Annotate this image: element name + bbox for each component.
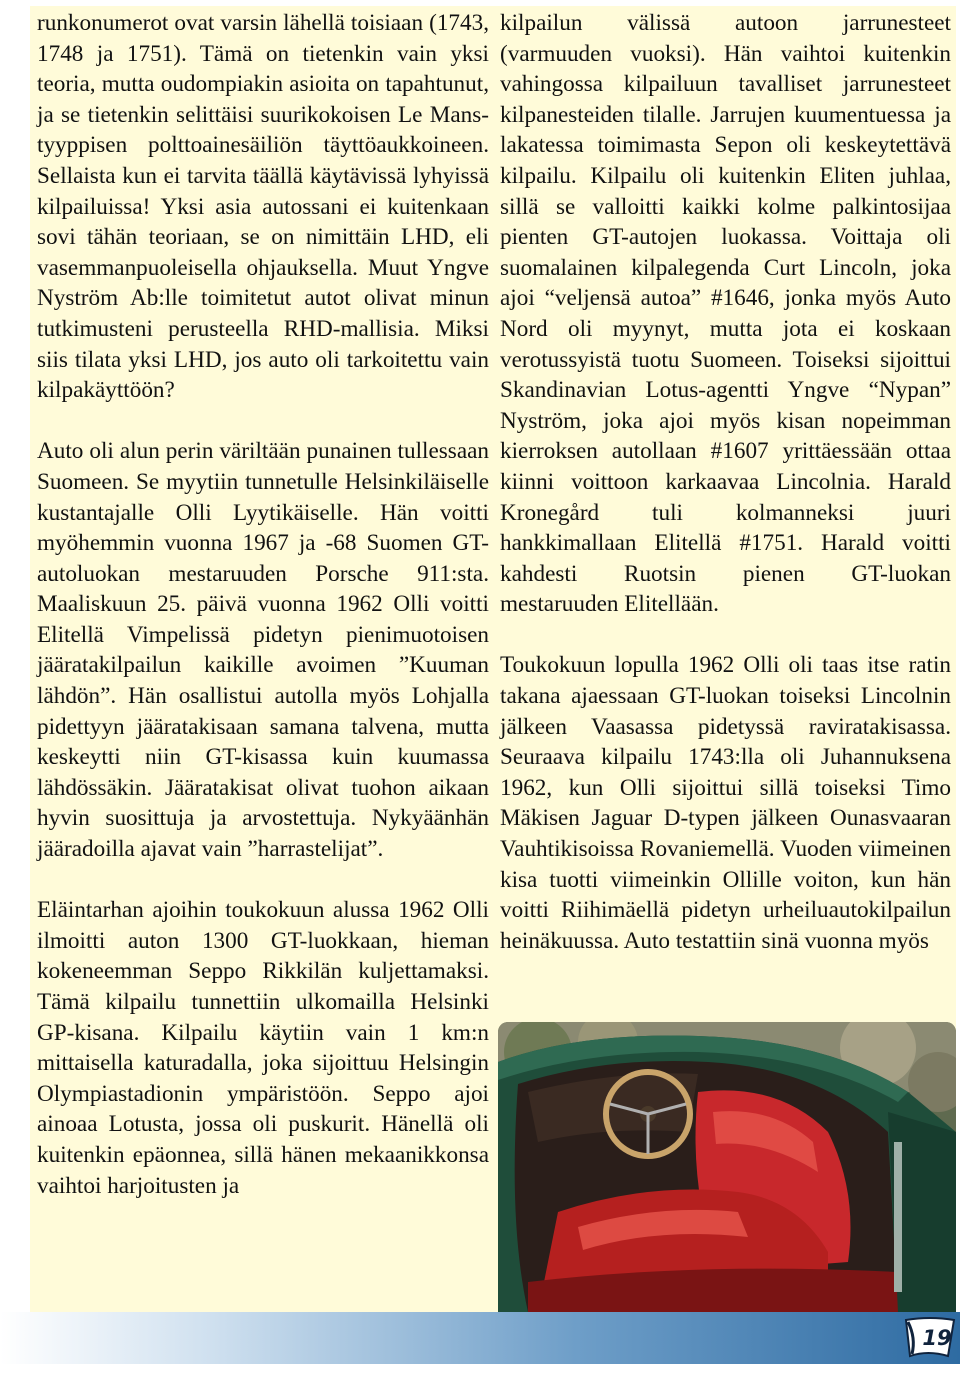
footer-band <box>0 1312 960 1364</box>
car-interior-photo <box>498 1022 956 1312</box>
right-paragraph-2: Toukokuun lopulla 1962 Olli oli taas itse ratin takana ajaessaan GT-luokan toiseksi Lincolnin jälkeen Vaasassa pidetyssä raviratakisassa. Seuraava kilpailu 1743:lla oli Juhannuksena 1962, kun Olli sijoittui sillä toiseksi Timo Mäkisen Jaguar D-typen jälkeen Ounasvaaran Vauhtikisoissa Rovaniemellä. Vuoden viimeinen kisa tuotti viimeinkin Ollille voiton, kun hän voitti Riihimäellä pidetyn urheiluautokilpailun heinäkuussa. Auto testattiin sinä vuonna myös <box>500 652 951 954</box>
left-paragraph-1: runkonumerot ovat varsin lähellä toisiaan (1743, 1748 ja 1751). Tämä on tietenkin vain yksi teoria, mutta oudompiakin asioita on tapahtunut, ja se tietenkin selittäisi suurikokoisen Le Mans-tyyppisen polttoainesäiliön täyttöaukkoineen. Sellaista kun ei tarvita täällä käytävissä lyhyissä kilpailuissa! Yksi asia autossani ei kuitenkaan sovi tähän teoriaan, se on nimittäin LHD, eli vasemmanpuoleisella ohjauksella. Muut Yngve Nyström Ab:lle toimitetut autot olivat minun tutkimusteni perusteella RHD-mallisia. Miksi siis tilata yksi LHD, jos auto oli tarkoitettu vain kilpakäyttöön? <box>37 10 489 404</box>
left-text-column <box>37 8 489 1201</box>
page-number: 19 <box>922 1326 952 1350</box>
car-interior-illustration <box>498 1022 956 1312</box>
left-paragraph-2: Auto oli alun perin väriltään punainen tullessaan Suomeen. Se myytiin tunnetulle Helsinkiläiselle kustantajalle Olli Lyytikäiselle. Hän voitti myöhemmin vuonna 1967 ja -68 Suomen GT-autoluokan mestaruuden Porsche 911:sta. Maaliskuun 25. päivä vuonna 1962 Olli voitti Elitellä Vimpelissä pidetyn pienimuotoisen jääratakilpailun kaikille avoimen ”Kuuman lähdön”. Hän osallistui autolla myös Lohjalla pidettyyn jääratakisaan samana talvena, mutta keskeytti niin GT-kisassa kuin kuumassa lähdössäkin. Jääratakisat olivat tuohon aikaan hyvin suosittuja ja arvostettuja. Nykyäänhän jääradoilla ajavat vain ”harrastelijat”. <box>37 438 489 863</box>
right-text-column <box>500 8 951 956</box>
right-paragraph-1: kilpailun välissä autoon jarrunesteet (varmuuden vuoksi). Hän vaihtoi kuitenkin vahingossa kilpailuun tavalliset jarrunesteet kilpanesteiden tilalle. Jarrujen kuumentuessa ja lakatessa toimimasta Sepon oli keskeytettävä kilpailu. Kilpailu oli kuitenkin Eliten juhlaa, sillä se valloitti kaikki kolme palkintosijaa pienten GT-autojen luokassa. Voittaja oli suomalainen kilpalegenda Curt Lincoln, joka ajoi “veljensä autoa” #1646, jonka myös Auto Nord oli myynyt, mutta jota ei koskaan verotussyistä tuotu Suomeen. Toiseksi sijoittui Skandinavian Lotus-agentti Yngve “Nypan” Nyström, joka ajoi myös kisan nopeimman kierroksen autollaan #1607 yrittäessään ottaa kiinni voittoon karkaavaa Lincolnia. Harald Kronegård tuli kolmanneksi juuri hankkimallaan Elitellä #1751. Harald voitti kahdesti Ruotsin pienen GT-luokan mestaruuden Elitellään. <box>500 10 951 618</box>
left-paragraph-3: Eläintarhan ajoihin toukokuun alussa 1962 Olli ilmoitti auton 1300 GT-luokkaan, hieman kokeneemman Seppo Rikkilän kuljettamaksi. Tämä kilpailu tunnettiin ulkomailla Helsinki GP-kisana. Kilpailu käytiin vain 1 km:n mittaisella katuradalla, joka sijoittuu Helsingin Olympiastadionin ympäristöön. Seppo ajoi ainoaa Lotusta, jossa oli puskurit. Hänellä oli kuitenkin epäonnea, sillä hänen mekaanikkonsa vaihtoi harjoitusten ja <box>37 897 489 1199</box>
